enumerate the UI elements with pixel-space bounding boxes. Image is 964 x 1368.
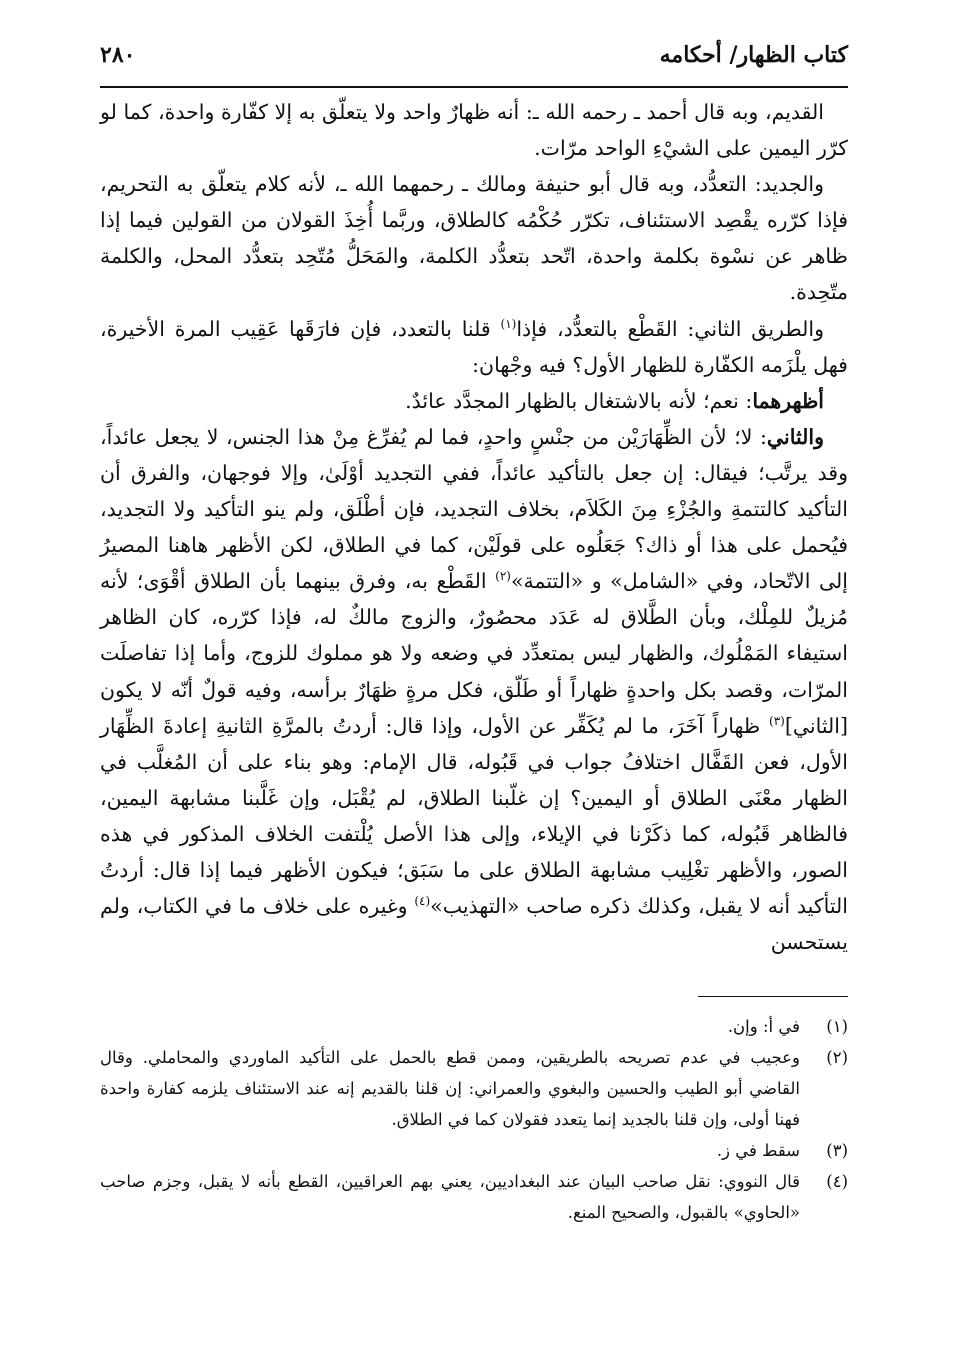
header-rule [100, 86, 848, 88]
footnote-text: وعجيب في عدم تصريحه بالطريقين، وممن قطع بالحمل على التأكيد الماوردي والمحاملي. وقال القاضي أبو الطيب والحسين والبغوي والعمراني: إن قلنا بالقديم إنه عند الاستئناف يلزمه كفارة واحدة فهنا أولى، وإن قلنا بالجديد إنما يتعدد فقولان كما في الطلاق. [100, 1048, 800, 1130]
paragraph-3-text-a: والطريق الثاني: القَطْع بالتعدُّد، فإذا [516, 316, 824, 341]
footnote-number: (٢) [826, 1048, 848, 1068]
footnote-number: (٤) [826, 1172, 848, 1192]
footnote-4 [100, 1166, 848, 1228]
paragraph-5-text-c: ظهاراً آخَرَ، ما لم يُكَفِّر عن الأول، وإذا قال: أردتُ بالمرَّةِ الثانيةِ إعادةَ الظِّهَار الأول، فعن القَفَّال اختلافُ جواب في قَبُوله، قال الإمام: وهو بناء على أن المُغلَّب في الظهار معْنَى الطلاق أو اليمين؟ إن غلّبنا الطلاق، لم يُقْبَل، وإن غَلَّبنا مشابهة اليمين، فالظاهر قَبُوله، كما ذكَرْنا في الإيلاء، وإلى هذا الأصل يُلْتفت الخلاف المذكور في هذه الصور، والأظهر تغْلِيب مشابهة الطلاق على ما سَبَق؛ فيكون الأظهر فيما إذا قال: أردتُ التأكيد أنه لا يقبل، وكذلك ذكره صاحب «التهذيب» [100, 713, 849, 919]
footnote-1 [100, 1011, 848, 1042]
footnote-ref-4: (٤) [414, 894, 431, 909]
footnote-ref-1: (١) [500, 316, 517, 331]
footnote-text: سقط في ز. [716, 1141, 800, 1161]
paragraph-5-text-b: القَطْع به، وفرق بينهما بأن الطلاق أقْوَى؛ لأنه مُزيلٌ للمِلْك، وبأن الطَّلاق له عَدَد محصُورٌ، والزوج مالكٌ له، فإذا كرّره، كان الظاهر استيفاء المَمْلُوك، والظهار ليس بمتعدِّد في وضعه ولا هو مملوك للزوج، وأما إذا تفاصلَت المرّات، وقصد بكل واحدةٍ ظهاراً أو طَلّق، فكل مرةٍ ظهَارٌ برأسه، وفيه قولٌ أنّه لا يكون [الثاني] [100, 569, 848, 738]
footnote-ref-3: (٣) [769, 713, 785, 728]
paragraph-5-lead: والثاني [766, 424, 824, 449]
footnote-text: قال النووي: نقل صاحب البيان عند البغداديين، يعني بهم العراقيين، القطع بأنه لا يقبل، وجزم صاحب «الحاوي» بالقبول، والصحيح المنع. [100, 1172, 800, 1223]
footnote-number: (٣) [826, 1141, 848, 1161]
footnote-rule [698, 996, 848, 997]
paragraph-5-text-a: : لا؛ لأن الظِّهَارَيْن من جنْسٍ واحدٍ، فما لم يُفرِّغ مِنْ هذا الجنس، لا يجعل عائداً، وقد يرتَّب؛ فيقال: إن جعل بالتأكيد عائداً، ففي التجديد أوْلَىٰ، وإلا فوجهان، والفرق أن التأكيد كالتتمةِ والجُزْءِ مِنَ الكَلاَم، بخلاف التجديد، فإن أطْلَق، ولم ينو التأكيد ولا التجديد، فيُحمل على هذا أو ذاك؟ جَعَلُوه على قولَيْن، كما في الطلاق، لكن الأظهر هاهنا المصيرُ إلى الاتّحاد، وفي «الشامل» و «التتمة» [100, 424, 848, 594]
paragraph-2: والجديد: التعدُّد، وبه قال أبو حنيفة ومالك ـ رحمهما الله ـ، لأنه كلام يتعلّق به التحريم، فإذا كرّره يقْصِد الاستئناف، تكرّر حُكْمُه كالطلاق، وربَّما أُخِذَ القولان من القولين فيما إذا ظاهر عن نسْوة بكلمة واحدة، اتّحد بتعدُّد الكلمة، والمَحَلُّ مُتّحِد بتعدُّد المحل، والكلمة متّحِدة. [100, 172, 848, 305]
footnote-3 [100, 1135, 848, 1166]
paragraph-4 [100, 383, 848, 419]
main-text [100, 94, 848, 960]
paragraph-1: القديم، وبه قال أحمد ـ رحمه الله ـ: أنه ظهارٌ واحد ولا يتعلّق به إلا كفّارة واحدة، كما لو كرّر اليمين على الشيْءِ الواحد مرّات. [100, 100, 848, 161]
running-title: كتاب الظهار/ أحكامه [659, 42, 848, 68]
footnotes [100, 1011, 848, 1228]
running-header [100, 40, 848, 86]
page-number: ٢٨٠ [100, 42, 136, 68]
paragraph-4-text: : نعم؛ لأنه بالاشتغال بالظهار المجدَّد عائدٌ. [405, 388, 753, 413]
paragraph-3-text-b: قلنا بالتعدد، فإن فارَقَها عَقِيب المرة الأخيرة، فهل يلْزَمه الكفّارة للظهار الأول؟ فيه وجْهان: [100, 316, 848, 377]
footnote-2 [100, 1042, 848, 1135]
footnote-number: (١) [826, 1017, 848, 1037]
paragraph-5 [100, 419, 848, 960]
paragraph-4-lead: أظهرهما [752, 388, 824, 413]
paragraph-5-text-d: وغيره على خلاف ما في الكتاب، ولم يستحسن [100, 894, 848, 955]
footnote-text: في أ: وإن. [727, 1017, 800, 1037]
footnote-ref-2: (٢) [495, 569, 511, 584]
paragraph-3 [100, 311, 848, 383]
